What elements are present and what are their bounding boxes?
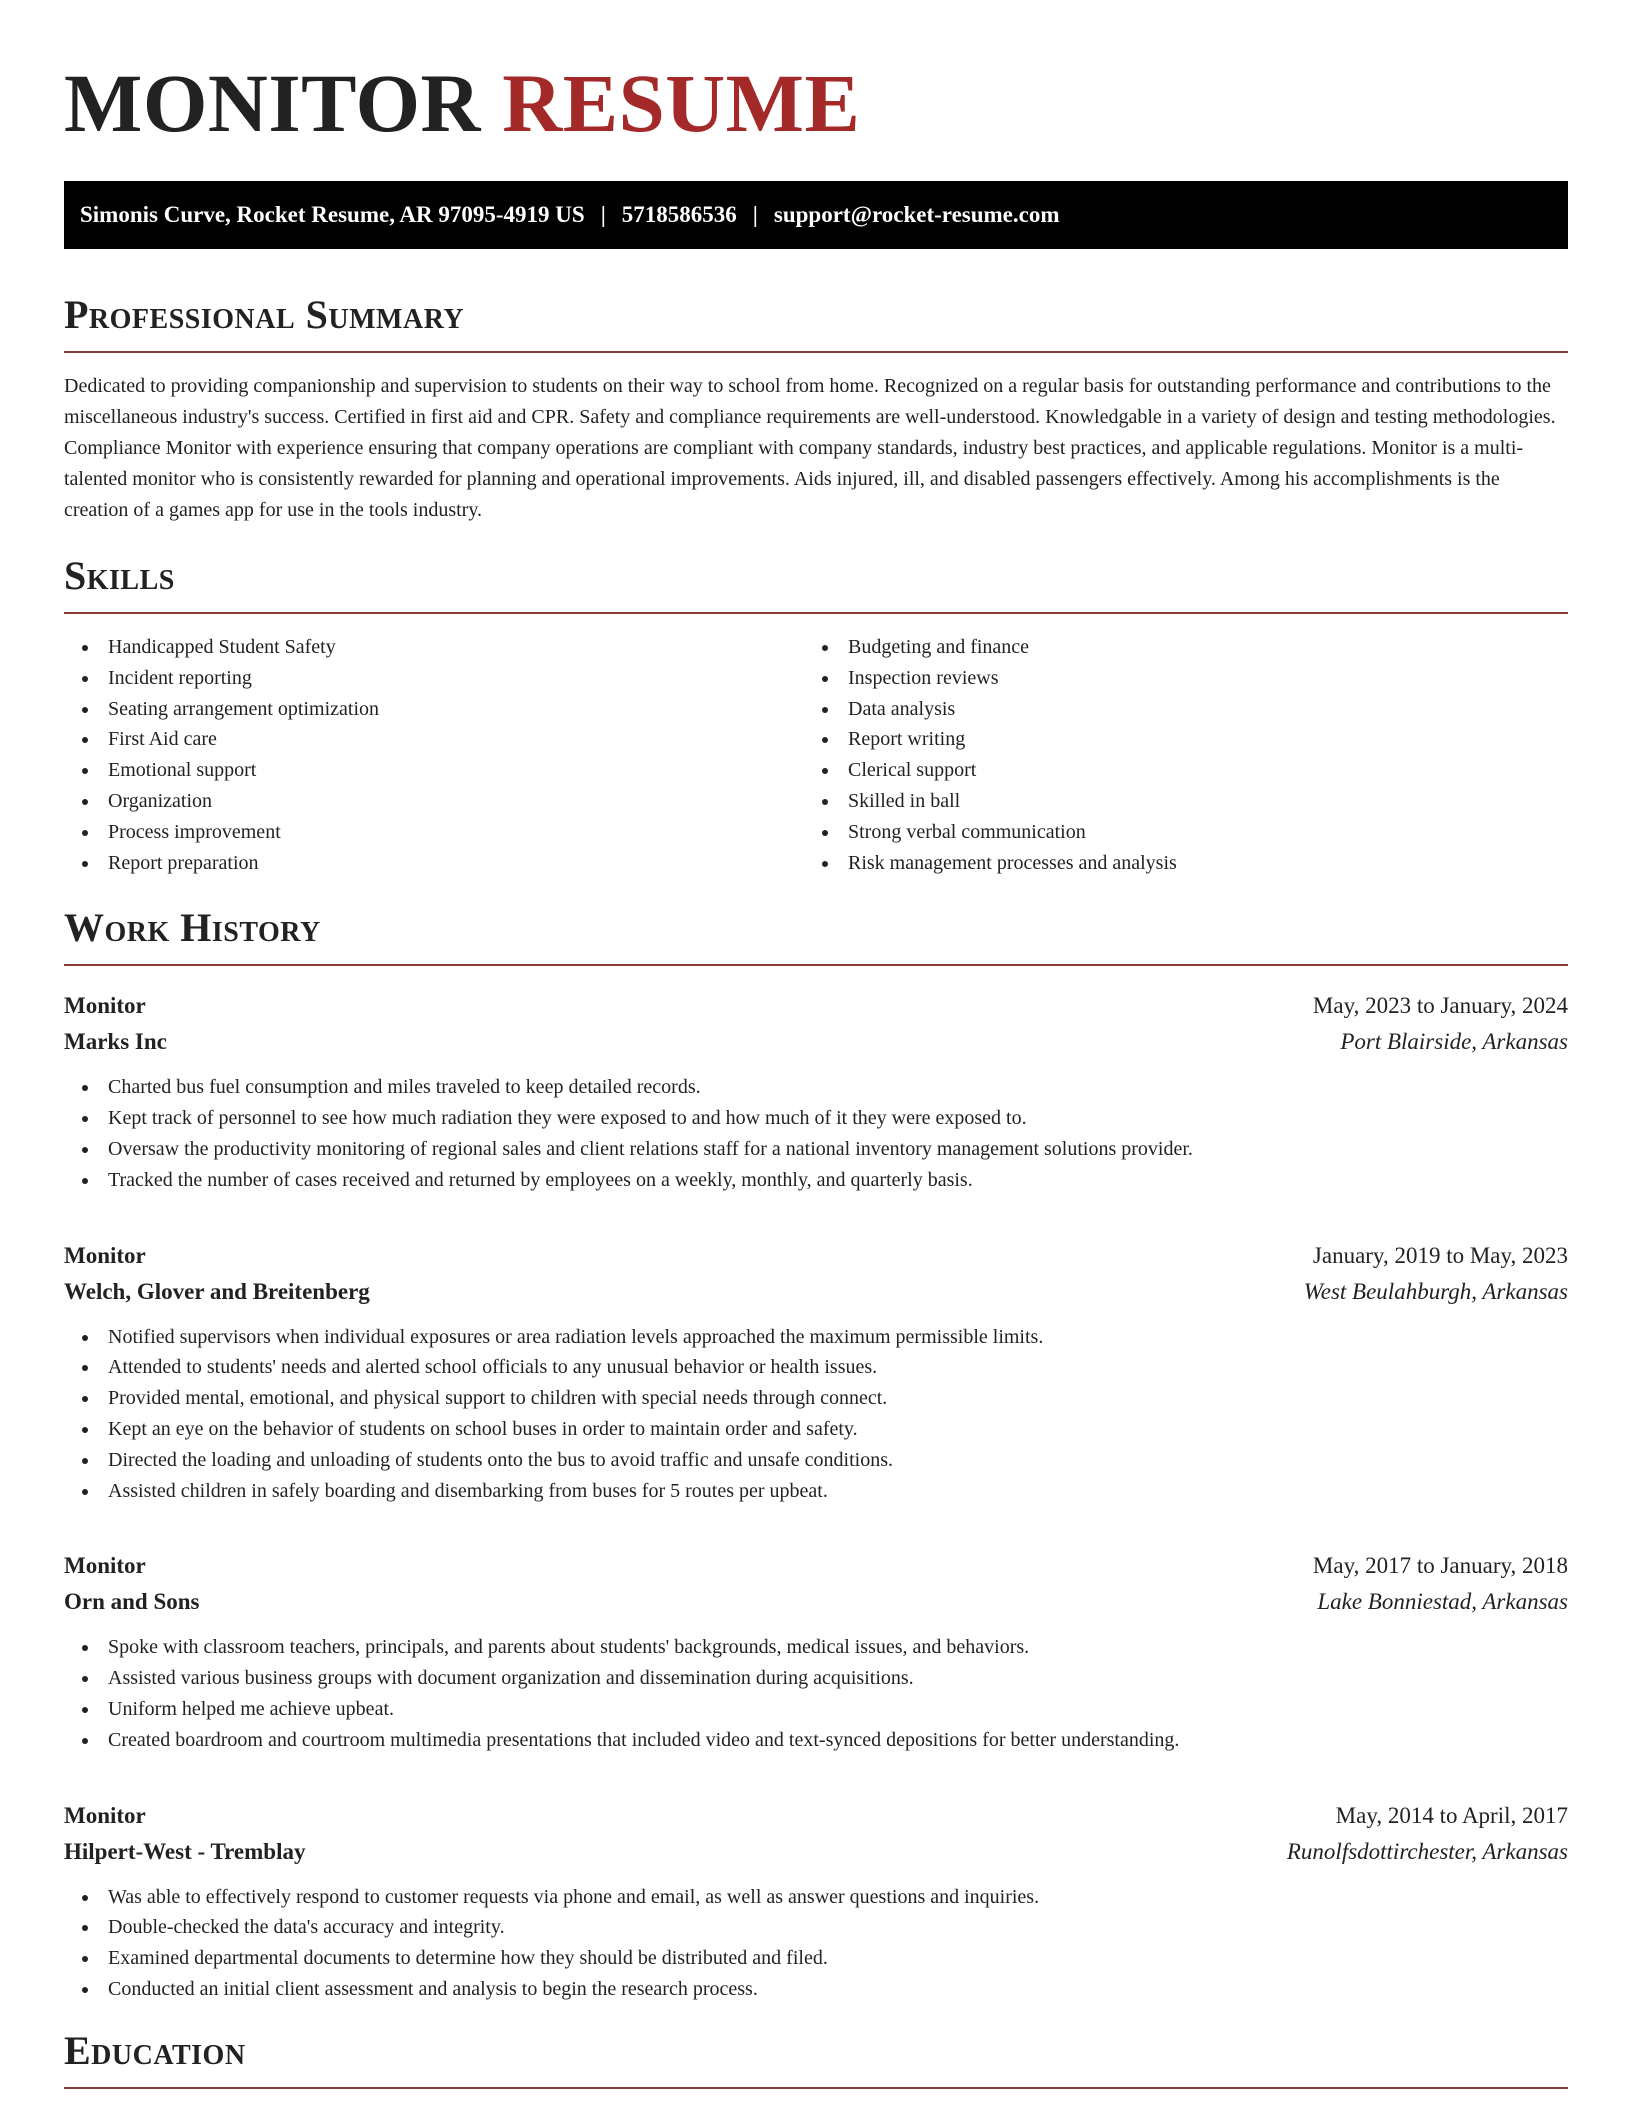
- job-header-row: [64, 1548, 1568, 1584]
- job-duties-list: [64, 1882, 1568, 2005]
- job-duty-item: Created boardroom and courtroom multimedia presentations that included video and text-synced depositions for better understanding.: [64, 1725, 1568, 1756]
- job-entry: [64, 1238, 1568, 1507]
- skills-columns: [64, 632, 1568, 878]
- job-duty-item: Conducted an initial client assessment and analysis to begin the research process.: [64, 1974, 1568, 2005]
- skill-item: Strong verbal communication: [804, 817, 1544, 848]
- job-company: Marks Inc: [64, 1029, 167, 1055]
- job-duty-item: Directed the loading and unloading of students onto the bus to avoid traffic and unsafe conditions.: [64, 1445, 1568, 1476]
- name-last: RESUME: [502, 57, 861, 149]
- job-duty-item: Charted bus fuel consumption and miles traveled to keep detailed records.: [64, 1072, 1568, 1103]
- summary-section: [64, 292, 1568, 526]
- section-divider: [64, 351, 1568, 353]
- job-header-row: [64, 1238, 1568, 1274]
- job-duty-item: Notified supervisors when individual exposures or area radiation levels approached the maximum permissible limits.: [64, 1322, 1568, 1353]
- skill-item: Incident reporting: [64, 663, 804, 694]
- job-dates: January, 2019 to May, 2023: [1312, 1242, 1568, 1268]
- skills-heading: Skills: [64, 553, 175, 598]
- job-duty-item: Oversaw the productivity monitoring of regional sales and client relations staff for a national inventory management solutions provider.: [64, 1134, 1568, 1165]
- contact-phone[interactable]: 5718586536: [621, 202, 737, 227]
- name-first: MONITOR: [64, 57, 482, 149]
- skill-item: Report writing: [804, 724, 1544, 755]
- skill-item: Report preparation: [64, 848, 804, 879]
- skill-item: Organization: [64, 786, 804, 817]
- job-entry: [64, 1798, 1568, 2005]
- skill-item: Seating arrangement optimization: [64, 694, 804, 725]
- job-duties-list: [64, 1322, 1568, 1507]
- job-list: [64, 988, 1568, 2004]
- resume-name: [64, 57, 1568, 149]
- job-duty-item: Provided mental, emotional, and physical support to children with special needs through connect.: [64, 1383, 1568, 1414]
- skill-item: Data analysis: [804, 694, 1544, 725]
- job-duty-item: Spoke with classroom teachers, principals, and parents about students' backgrounds, medical issues, and behaviors.: [64, 1632, 1568, 1663]
- skill-item: Handicapped Student Safety: [64, 632, 804, 663]
- job-entry: [64, 1548, 1568, 1755]
- job-location: Runolfsdottirchester, Arkansas: [1286, 1838, 1568, 1864]
- job-company: Orn and Sons: [64, 1589, 200, 1615]
- skill-item: Inspection reviews: [804, 663, 1544, 694]
- job-company-row: [64, 1024, 1568, 1060]
- skill-item: Process improvement: [64, 817, 804, 848]
- job-location: Port Blairside, Arkansas: [1340, 1029, 1568, 1055]
- job-dates: May, 2017 to January, 2018: [1312, 1553, 1568, 1579]
- job-duty-item: Kept track of personnel to see how much radiation they were exposed to and how much of it they were exposed to.: [64, 1103, 1568, 1134]
- work-history-section: [64, 905, 1568, 2004]
- education-section: [64, 2027, 1568, 2089]
- contact-separator: |: [752, 202, 758, 227]
- job-company: Hilpert-West - Tremblay: [64, 1838, 306, 1864]
- skill-item: Clerical support: [804, 755, 1544, 786]
- job-title: Monitor: [64, 993, 146, 1019]
- job-dates: May, 2014 to April, 2017: [1335, 1802, 1568, 1828]
- job-duties-list: [64, 1072, 1568, 1195]
- job-duty-item: Double-checked the data's accuracy and integrity.: [64, 1912, 1568, 1943]
- job-duty-item: Examined departmental documents to determine how they should be distributed and filed.: [64, 1943, 1568, 1974]
- job-duty-item: Was able to effectively respond to customer requests via phone and email, as well as answer questions and inquiries.: [64, 1882, 1568, 1913]
- job-duty-item: Attended to students' needs and alerted school officials to any unusual behavior or health issues.: [64, 1352, 1568, 1383]
- job-company-row: [64, 1584, 1568, 1620]
- job-company: Welch, Glover and Breitenberg: [64, 1278, 370, 1304]
- job-location: West Beulahburgh, Arkansas: [1303, 1278, 1568, 1304]
- job-duty-item: Assisted children in safely boarding and disembarking from buses for 5 routes per upbeat.: [64, 1476, 1568, 1507]
- job-title: Monitor: [64, 1242, 146, 1268]
- summary-text: Dedicated to providing companionship and supervision to students on their way to school from home. Recognized on a regular basis for outstanding performance and contributions to the miscellaneous industry's success. Certified in first aid and CPR. Safety and compliance requirements are well-understood. Knowledgable in a variety of design and testing methodologies. Compliance Monitor with experience ensuring that company operations are compliant with company standards, industry best practices, and applicable regulations. Monitor is a multi-talented monitor who is consistently rewarded for planning and operational improvements. Aids injured, ill, and disabled passengers effectively. Among his accomplishments is the creation of a games app for use in the tools industry.: [64, 375, 1556, 521]
- section-divider: [64, 2087, 1568, 2089]
- job-location: Lake Bonniestad, Arkansas: [1317, 1589, 1568, 1615]
- job-duty-item: Assisted various business groups with document organization and dissemination during acquisitions.: [64, 1663, 1568, 1694]
- job-dates: May, 2023 to January, 2024: [1312, 993, 1568, 1019]
- summary-heading: Professional Summary: [64, 292, 465, 337]
- job-title: Monitor: [64, 1553, 146, 1579]
- section-divider: [64, 612, 1568, 614]
- skill-item: Emotional support: [64, 755, 804, 786]
- job-company-row: [64, 1274, 1568, 1310]
- contact-address: Simonis Curve, Rocket Resume, AR 97095-4919 US: [80, 202, 585, 227]
- contact-email[interactable]: support@rocket-resume.com: [773, 202, 1060, 227]
- skills-section: [64, 553, 1568, 878]
- job-duty-item: Kept an eye on the behavior of students on school buses in order to maintain order and safety.: [64, 1414, 1568, 1445]
- section-divider: [64, 964, 1568, 966]
- skill-item: First Aid care: [64, 724, 804, 755]
- skills-list-right: [804, 632, 1544, 878]
- skill-item: Risk management processes and analysis: [804, 848, 1544, 879]
- job-duties-list: [64, 1632, 1568, 1755]
- work-history-heading: Work History: [64, 905, 321, 951]
- job-duty-item: Uniform helped me achieve upbeat.: [64, 1694, 1568, 1725]
- job-header-row: [64, 1798, 1568, 1834]
- skills-list-left: [64, 632, 804, 878]
- skill-item: Skilled in ball: [804, 786, 1544, 817]
- education-heading: Education: [64, 2027, 246, 2073]
- job-title: Monitor: [64, 1802, 146, 1828]
- contact-separator: |: [600, 202, 606, 227]
- skill-item: Budgeting and finance: [804, 632, 1544, 663]
- job-header-row: [64, 988, 1568, 1024]
- job-duty-item: Tracked the number of cases received and returned by employees on a weekly, monthly, and quarterly basis.: [64, 1165, 1568, 1196]
- contact-bar: [64, 181, 1568, 249]
- job-company-row: [64, 1834, 1568, 1870]
- job-entry: [64, 988, 1568, 1195]
